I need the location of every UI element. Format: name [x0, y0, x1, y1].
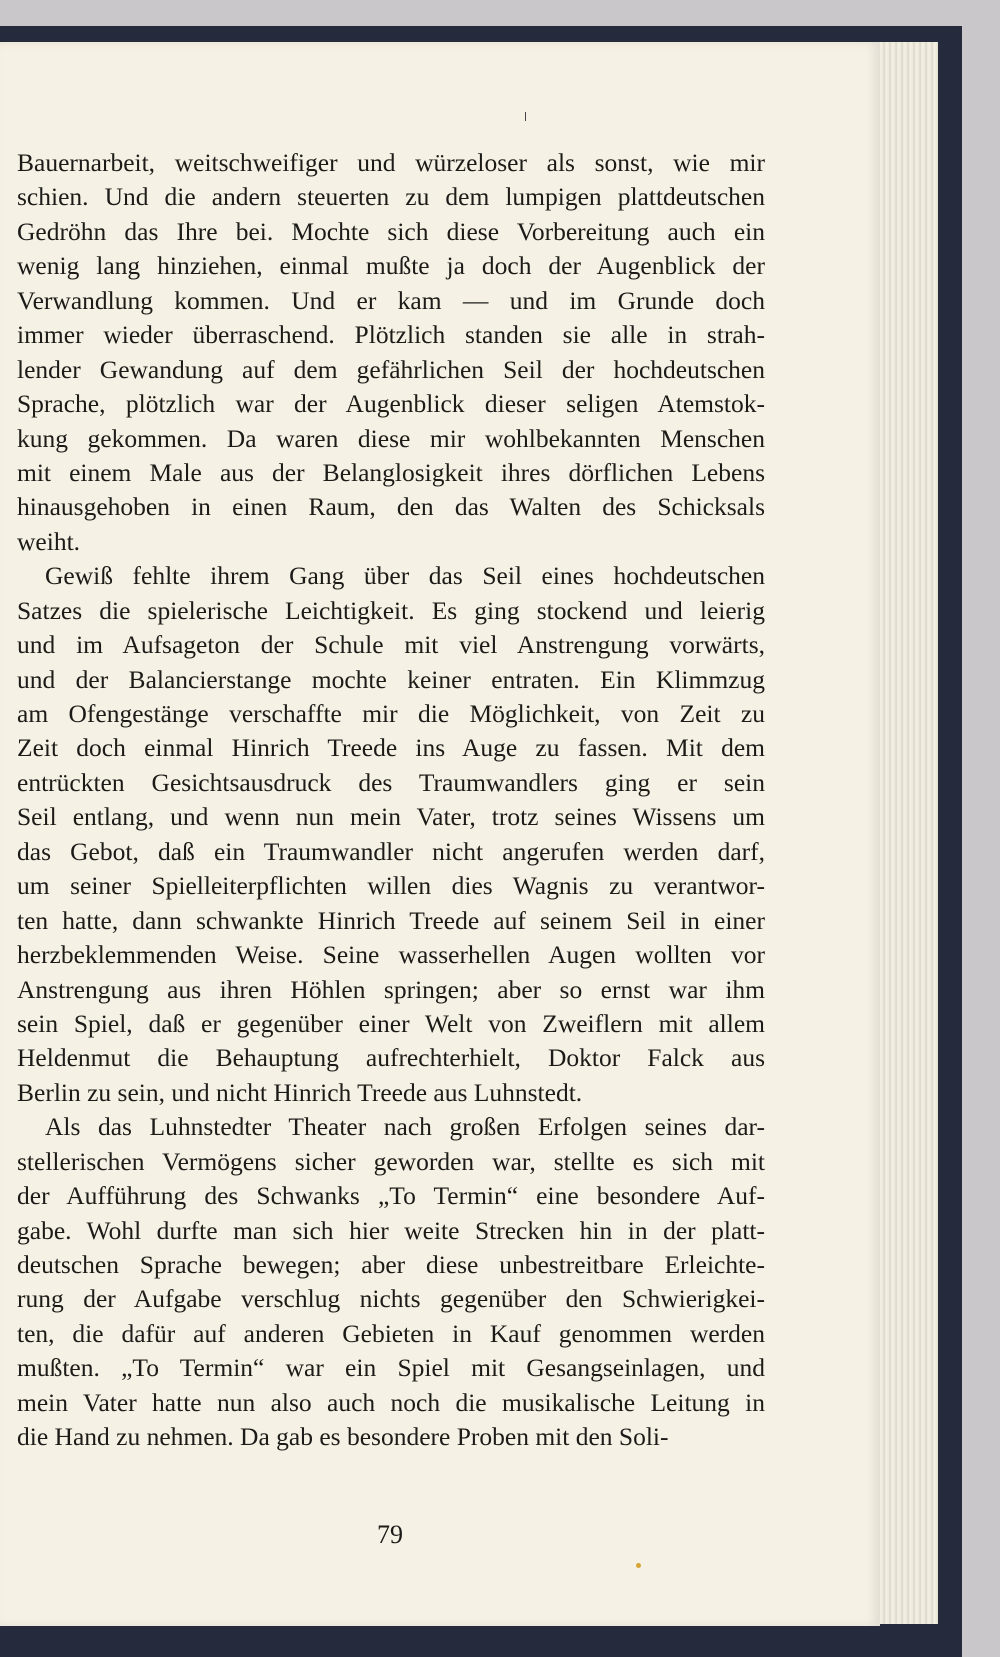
text-line: mein Vater hatte nun also auch noch die musikalische Leitung in — [17, 1387, 765, 1417]
text-line: deutschen Sprache bewegen; aber diese unbestreitbare Erleichte- — [17, 1250, 765, 1279]
text-line: Als das Luhnstedter Theater nach großen Erfolgen seines dar- — [45, 1112, 765, 1142]
paragraph — [17, 146, 765, 559]
text-line: immer wieder überraschend. Plötzlich standen sie alle in strah- — [17, 320, 765, 350]
text-line: kung gekommen. Da waren diese mir wohlbekannten Menschen — [17, 423, 765, 453]
text-line: hinausgehoben in einen Raum, den das Walten des Schicksals — [17, 492, 765, 522]
text-line: Zeit doch einmal Hinrich Treede ins Auge zu fassen. Mit dem — [17, 733, 765, 763]
text-line: rung der Aufgabe verschlug nichts gegenüber den Schwierigkei- — [17, 1284, 765, 1314]
text-line: weiht. — [17, 526, 81, 556]
body-text — [17, 146, 765, 1455]
text-line: Seil entlang, und wenn nun mein Vater, trotz seines Wissens um — [17, 802, 765, 832]
text-line: herzbeklemmenden Weise. Seine wasserhellen Augen wollten vor — [17, 940, 765, 970]
text-line: Berlin zu sein, und nicht Hinrich Treede aus Luhnstedt. — [17, 1077, 583, 1107]
paragraph — [17, 559, 765, 1110]
text-line: mit einem Male aus der Belanglosigkeit ihres dörflichen Lebens — [17, 457, 765, 487]
text-line: lender Gewandung auf dem gefährlichen Seil der hochdeutschen — [17, 354, 765, 384]
text-line: Gedröhn das Ihre bei. Mochte sich diese Vorbereitung auch ein — [17, 216, 765, 246]
text-line: Sprache, plötzlich war der Augenblick dieser seligen Atemstok- — [17, 389, 765, 419]
text-line: mußten. „To Termin“ war ein Spiel mit Gesangseinlagen, und — [17, 1353, 765, 1383]
text-line: Satzes die spielerische Leichtigkeit. Es ging stockend und leierig — [17, 595, 765, 625]
paragraph — [17, 1110, 765, 1454]
text-line: ten hatte, dann schwankte Hinrich Treede auf seinem Seil in einer — [17, 905, 765, 935]
text-line: stellerischen Vermögens sicher geworden war, stellte es sich mit — [17, 1146, 765, 1176]
book-page — [0, 42, 880, 1626]
text-line: und der Balancierstange mochte keiner entraten. Ein Klimmzug — [17, 664, 765, 694]
text-line: Anstrengung aus ihren Höhlen springen; aber so ernst war ihm — [17, 974, 765, 1004]
text-line: die Hand zu nehmen. Da gab es besondere Proben mit den Soli- — [17, 1422, 669, 1452]
text-line: sein Spiel, daß er gegenüber einer Welt von Zweiflern mit allem — [17, 1008, 765, 1038]
text-line: Bauernarbeit, weitschweifiger und würzeloser als sonst, wie mir — [17, 148, 765, 177]
text-line: Verwandlung kommen. Und er kam — und im Grunde doch — [17, 285, 765, 315]
page-number: 79 — [377, 1520, 403, 1549]
text-line: schien. Und die andern steuerten zu dem lumpigen plattdeutschen — [17, 182, 765, 212]
text-line: gabe. Wohl durfte man sich hier weite Strecken hin in der platt- — [17, 1215, 765, 1245]
text-line: ten, die dafür auf anderen Gebieten in Kauf genommen werden — [17, 1318, 765, 1348]
paper-speck — [636, 1563, 641, 1568]
text-line: Gewiß fehlte ihrem Gang über das Seil eines hochdeutschen — [45, 561, 765, 591]
page-mark — [525, 112, 526, 121]
text-line: der Aufführung des Schwanks „To Termin“ eine besondere Auf- — [17, 1181, 765, 1211]
text-line: wenig lang hinziehen, einmal mußte ja doch der Augenblick der — [17, 251, 765, 281]
text-line: und im Aufsageton der Schule mit viel Anstrengung vorwärts, — [17, 630, 765, 660]
text-line: um seiner Spielleiterpflichten willen dies Wagnis zu verantwor- — [17, 871, 765, 901]
text-line: das Gebot, daß ein Traumwandler nicht angerufen werden darf, — [17, 836, 765, 866]
text-line: am Ofengestänge verschaffte mir die Möglichkeit, von Zeit zu — [17, 699, 765, 728]
text-line: entrückten Gesichtsausdruck des Traumwandlers ging er sein — [17, 767, 765, 797]
text-line: Heldenmut die Behauptung aufrechterhielt, Doktor Falck aus — [17, 1043, 765, 1073]
